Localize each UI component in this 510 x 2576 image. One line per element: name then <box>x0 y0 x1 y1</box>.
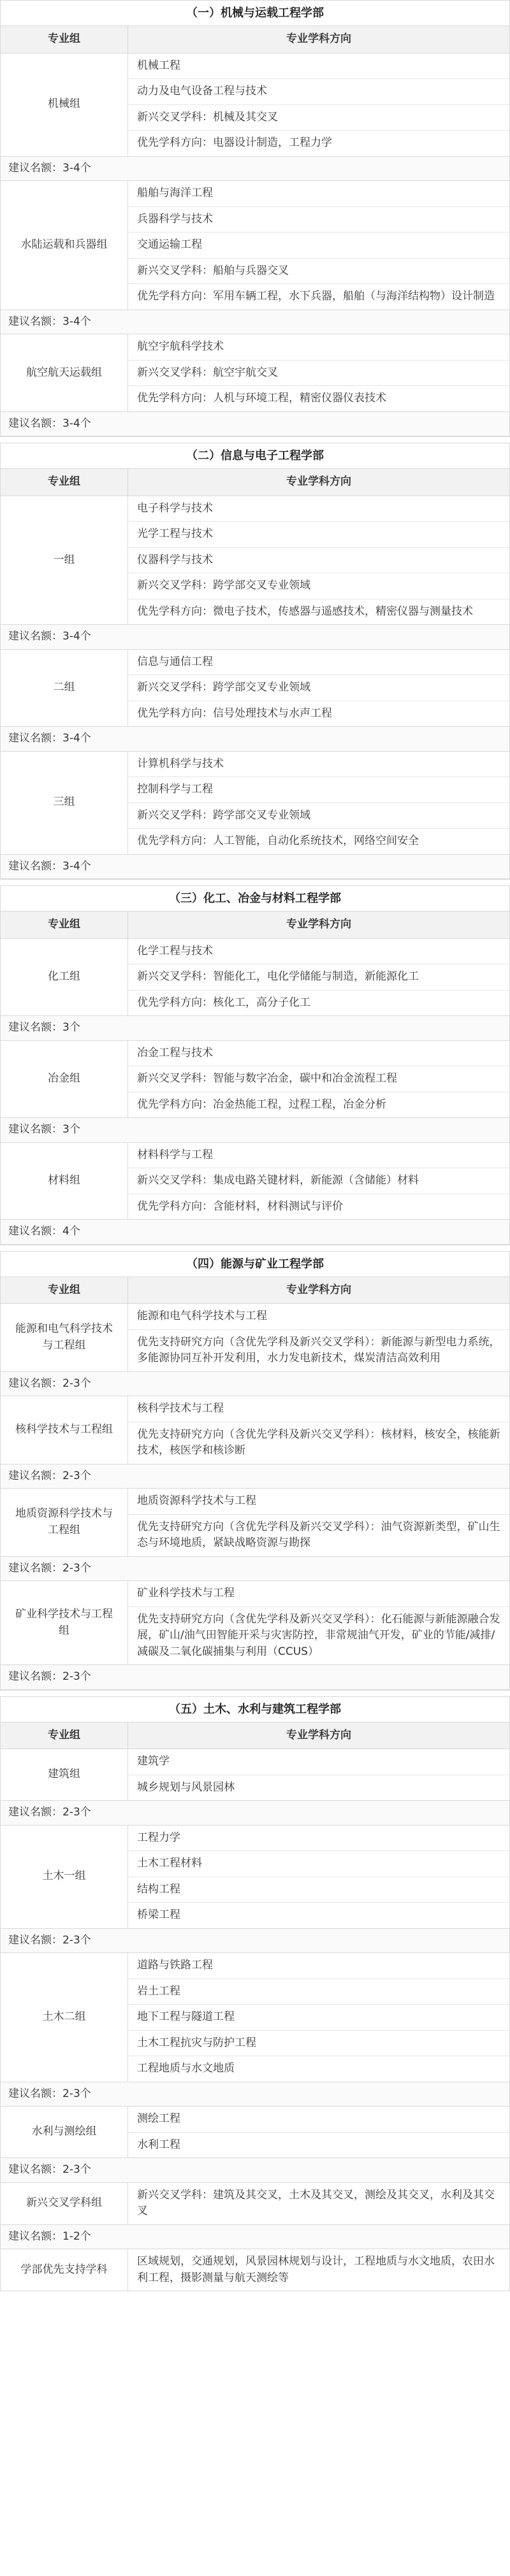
direction-item: 新兴交叉学科：智能与数字冶金，碳中和冶金流程工程 <box>128 1066 509 1092</box>
quota-note: 建议名额：2-3个 <box>0 1464 510 1489</box>
direction-item: 新兴交叉学科：航空宇航交叉 <box>128 361 509 387</box>
direction-column-header: 专业学科方向 <box>286 1728 351 1742</box>
direction-item: 工程力学 <box>128 1826 509 1852</box>
section-gap <box>0 436 510 443</box>
group-name: 核科学技术与工程组 <box>1 1396 128 1464</box>
group-row <box>0 650 510 727</box>
table-header-row <box>0 26 510 54</box>
direction-item: 矿业科学技术与工程 <box>128 1581 509 1607</box>
faculty-section <box>0 443 510 879</box>
direction-list <box>128 2249 509 2291</box>
table-header-row <box>0 469 510 496</box>
quota-note: 建议名额：2-3个 <box>0 2082 510 2107</box>
group-name: 水陆运载和兵器组 <box>1 181 128 310</box>
quota-note: 建议名额：3-4个 <box>0 625 510 650</box>
group-name: 新兴交叉学科组 <box>1 2183 128 2224</box>
quota-note: 建议名额：3-4个 <box>0 310 510 335</box>
direction-item: 建筑学 <box>128 1749 509 1775</box>
direction-column-header: 专业学科方向 <box>286 1283 351 1296</box>
quota-note: 建议名额：3个 <box>0 1118 510 1143</box>
section-title: （三）化工、冶金与材料工程学部 <box>0 886 510 912</box>
quota-note: 建议名额：3个 <box>0 1016 510 1041</box>
direction-item: 土木工程材料 <box>128 1851 509 1877</box>
direction-item: 优先学科方向：冶金热能工程，过程工程，冶金分析 <box>137 1098 386 1111</box>
direction-column-header: 专业学科方向 <box>286 918 351 931</box>
quota-note: 建议名额：3-4个 <box>0 157 510 182</box>
quota-note: 建议名额：2-3个 <box>0 1557 510 1582</box>
quota-note: 建议名额：3-4个 <box>0 727 510 752</box>
direction-item: 仪器科学与技术 <box>128 548 509 574</box>
direction-item: 优先学科方向：核化工，高分子化工 <box>137 996 310 1009</box>
direction-item: 桥梁工程 <box>137 1908 180 1921</box>
group-name: 机械组 <box>1 54 128 156</box>
quota-note: 建议名额：2-3个 <box>0 1929 510 1954</box>
group-row <box>0 752 510 855</box>
direction-item: 水利工程 <box>137 2138 180 2151</box>
direction-item: 城乡规划与风景园林 <box>137 1780 235 1794</box>
direction-item: 电子科学与技术 <box>128 496 509 522</box>
direction-item: 新兴交叉学科：跨学部交叉专业领域 <box>128 573 509 599</box>
direction-list <box>128 1143 509 1220</box>
table-header-row <box>0 1722 510 1750</box>
quota-note: 建议名额：4个 <box>0 1220 510 1245</box>
group-row <box>0 1041 510 1119</box>
direction-item: 区域规划，交通规划，风景园林规划与设计，工程地质与水文地质，农田水利工程，摄影测量与航天测绘等 <box>137 2255 495 2284</box>
group-row <box>0 2183 510 2225</box>
direction-column-header: 专业学科方向 <box>286 475 351 488</box>
direction-item: 光学工程与技术 <box>128 522 509 548</box>
direction-item: 优先支持研究方向（含优先学科及新兴交叉学科）：油气资源新类型，矿山生态与环境地质，紧缺战略资源与勘探 <box>137 1520 500 1549</box>
direction-item: 优先支持研究方向（含优先学科及新兴交叉学科）：核材料，核安全，核能新技术，核医学和核诊断 <box>137 1428 500 1457</box>
group-column-header: 专业组 <box>1 469 128 496</box>
group-column-header: 专业组 <box>1 1722 128 1749</box>
direction-item: 优先学科方向：含能材料，材料测试与评价 <box>137 1199 343 1213</box>
direction-list <box>128 1826 509 1928</box>
direction-column-header: 专业学科方向 <box>286 32 351 45</box>
direction-item: 工程地质与水文地质 <box>137 2062 235 2075</box>
group-name: 材料组 <box>1 1143 128 1220</box>
direction-list <box>128 1041 509 1118</box>
direction-list <box>128 939 509 1016</box>
group-name: 一组 <box>1 496 128 625</box>
direction-item: 新兴交叉学科：机械及其交叉 <box>128 105 509 131</box>
group-name: 地质资源科学技术与工程组 <box>1 1489 128 1556</box>
group-name: 矿业科学技术与工程组 <box>1 1581 128 1664</box>
section-gap <box>0 1245 510 1251</box>
direction-item: 优先学科方向：电器设计制造，工程力学 <box>137 136 332 149</box>
group-row <box>0 1581 510 1665</box>
direction-list <box>128 752 509 854</box>
group-name: 三组 <box>1 752 128 854</box>
direction-item: 航空宇航科学技术 <box>128 334 509 361</box>
quota-note: 建议名额：3-4个 <box>0 855 510 880</box>
direction-item: 优先学科方向：军用车辆工程，水下兵器，船舶（与海洋结构物）设计制造 <box>137 290 495 303</box>
direction-list <box>128 1749 509 1800</box>
direction-item: 土木工程抗灾与防护工程 <box>128 2031 509 2057</box>
faculty-section <box>0 885 510 1245</box>
direction-item: 道路与铁路工程 <box>128 1953 509 1979</box>
group-name: 建筑组 <box>1 1749 128 1800</box>
quota-note: 建议名额：3-4个 <box>0 412 510 437</box>
direction-item: 机械工程 <box>128 54 509 80</box>
group-name: 航空航天运载组 <box>1 334 128 411</box>
table-header-row <box>0 1277 510 1305</box>
direction-item: 优先学科方向：人机与环境工程，精密仪器仪表技术 <box>137 392 386 404</box>
section-gap <box>0 879 510 885</box>
direction-item: 能源和电气科学技术与工程 <box>128 1304 509 1330</box>
direction-item: 新兴交叉学科：跨学部交叉专业领域 <box>128 675 509 701</box>
direction-list <box>128 1581 509 1664</box>
group-row <box>0 1489 510 1557</box>
direction-item: 优先支持研究方向（含优先学科及新兴交叉学科）：新能源与新型电力系统，多能源协同互补开发利用，水力发电新技术，煤炭清洁高效利用 <box>137 1335 500 1364</box>
direction-item: 冶金工程与技术 <box>128 1041 509 1067</box>
group-row <box>0 1143 510 1220</box>
direction-list <box>128 1489 509 1556</box>
section-title: （五）土木、水利与建筑工程学部 <box>0 1697 510 1722</box>
group-column-header: 专业组 <box>1 26 128 53</box>
group-row <box>0 1826 510 1929</box>
direction-item: 测绘工程 <box>128 2107 509 2133</box>
quota-note: 建议名额：2-3个 <box>0 1372 510 1397</box>
direction-item: 优先支持研究方向（含优先学科及新兴交叉学科）：化石能源与新能源融合发展，矿山/油气田智能开采与灾害防控，非常规油气开发，矿业的节能/减排/减碳及二氧化碳捕集与利用（CCUS） <box>137 1612 500 1658</box>
section-title: （一）机械与运载工程学部 <box>0 1 510 26</box>
quota-note: 建议名额：1-2个 <box>0 2225 510 2250</box>
group-row <box>0 2249 510 2291</box>
direction-item: 新兴交叉学科：跨学部交叉专业领域 <box>128 803 509 829</box>
group-row <box>0 2107 510 2158</box>
direction-list <box>128 650 509 727</box>
direction-item: 优先学科方向：信号处理技术与水声工程 <box>137 706 332 720</box>
faculty-section <box>0 1251 510 1690</box>
direction-list <box>128 1953 509 2082</box>
group-row <box>0 1749 510 1801</box>
group-name: 化工组 <box>1 939 128 1016</box>
group-row <box>0 496 510 626</box>
direction-item: 优先学科方向：微电子技术，传感器与遥感技术，精密仪器与测量技术 <box>137 605 473 618</box>
group-name: 冶金组 <box>1 1041 128 1118</box>
direction-item: 新兴交叉学科：智能化工，电化学储能与制造，新能源化工 <box>128 964 509 991</box>
quota-note: 建议名额：2-3个 <box>0 1801 510 1826</box>
direction-item: 材料科学与工程 <box>128 1143 509 1169</box>
section-title: （四）能源与矿业工程学部 <box>0 1252 510 1277</box>
direction-list <box>128 2183 509 2224</box>
direction-list <box>128 2107 509 2157</box>
group-name: 能源和电气科学技术与工程组 <box>1 1304 128 1371</box>
direction-item: 核科学技术与工程 <box>128 1396 509 1422</box>
group-row <box>0 1396 510 1464</box>
group-row <box>0 54 510 157</box>
direction-item: 信息与通信工程 <box>128 650 509 676</box>
direction-list <box>128 334 509 411</box>
group-column-header: 专业组 <box>1 1277 128 1304</box>
group-row <box>0 1953 510 2082</box>
direction-item: 化学工程与技术 <box>128 939 509 965</box>
direction-list <box>128 54 509 156</box>
group-row <box>0 181 510 310</box>
table-header-row <box>0 912 510 939</box>
direction-item: 新兴交叉学科：集成电路关键材料，新能源（含储能）材料 <box>128 1168 509 1194</box>
group-name: 水利与测绘组 <box>1 2107 128 2157</box>
section-gap <box>0 1690 510 1696</box>
direction-item: 船舶与海洋工程 <box>128 181 509 207</box>
direction-item: 地下工程与隧道工程 <box>128 2005 509 2031</box>
group-name: 土木二组 <box>1 1953 128 2082</box>
direction-item: 岩土工程 <box>128 1979 509 2005</box>
direction-item: 交通运输工程 <box>128 233 509 259</box>
direction-item: 地质资源科学技术与工程 <box>128 1489 509 1515</box>
direction-item: 控制科学与工程 <box>128 777 509 803</box>
group-name: 二组 <box>1 650 128 727</box>
group-row <box>0 939 510 1017</box>
faculty-section <box>0 1696 510 2292</box>
direction-item: 新兴交叉学科：船舶与兵器交叉 <box>128 259 509 285</box>
group-column-header: 专业组 <box>1 912 128 938</box>
direction-item: 动力及电气设备工程与技术 <box>128 79 509 105</box>
group-row <box>0 334 510 412</box>
group-row <box>0 1304 510 1372</box>
direction-item: 新兴交叉学科：建筑及其交叉，土木及其交叉，测绘及其交叉，水利及其交叉 <box>137 2188 495 2217</box>
group-name: 学部优先支持学科 <box>1 2249 128 2291</box>
group-name: 土木一组 <box>1 1826 128 1928</box>
faculty-section <box>0 0 510 436</box>
direction-list <box>128 1396 509 1464</box>
direction-item: 兵器科学与技术 <box>128 207 509 233</box>
quota-note: 建议名额：2-3个 <box>0 1665 510 1690</box>
direction-item: 结构工程 <box>128 1877 509 1903</box>
section-title: （二）信息与电子工程学部 <box>0 443 510 469</box>
direction-list <box>128 181 509 310</box>
direction-item: 优先学科方向：人工智能，自动化系统技术，网络空间安全 <box>137 834 419 847</box>
direction-list <box>128 1304 509 1371</box>
direction-item: 计算机科学与技术 <box>128 752 509 778</box>
quota-note: 建议名额：2-3个 <box>0 2158 510 2183</box>
direction-list <box>128 496 509 625</box>
